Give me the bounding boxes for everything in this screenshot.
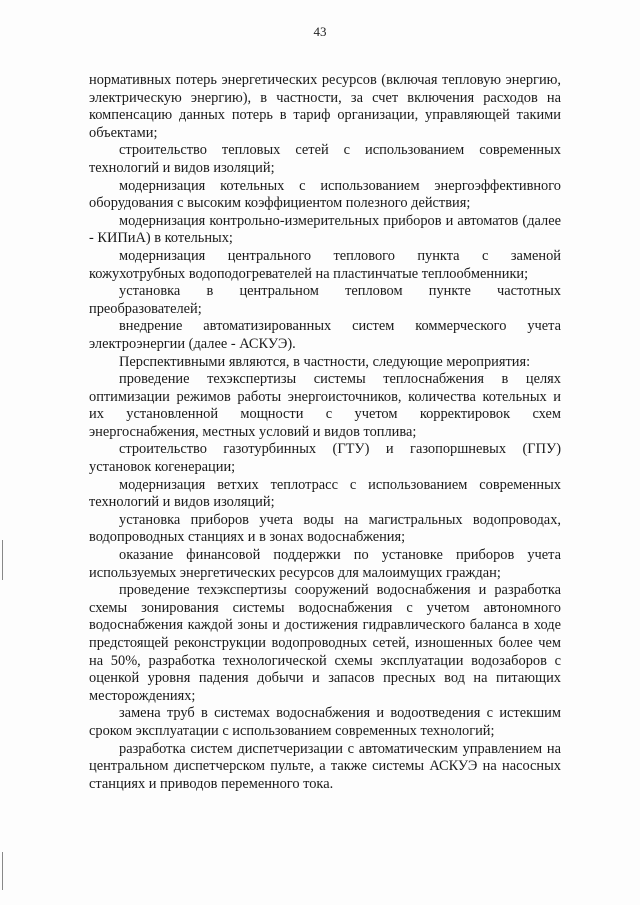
paragraph: разработка систем диспетчеризации с автоматическим управлением на центральном диспетчерском пульте, а также системы АСКУЭ на насосных станциях и приводов переменного тока. bbox=[89, 740, 561, 792]
paragraph: замена труб в системах водоснабжения и водоотведения с истекшим сроком эксплуатации с использованием современных технологий; bbox=[89, 705, 561, 739]
body-text bbox=[89, 72, 561, 793]
paragraph: нормативных потерь энергетических ресурсов (включая тепловую энергию, электрическую энергию), в частности, за счет включения расходов на компенсацию данных потерь в тариф организации, управляющей такими объектами; bbox=[89, 72, 561, 141]
page-number: 43 bbox=[313, 24, 327, 39]
paragraph: проведение техэкспертизы системы теплоснабжения в целях оптимизации режимов работы энергоисточников, количества котельных и их установленной мощности с учетом корректировок схем энергоснабжения, местных условий и видов топлива; bbox=[89, 371, 561, 440]
paragraph: модернизация центрального теплового пункта с заменой кожухотрубных водоподогревателей на пластинчатые теплообменники; bbox=[89, 247, 561, 282]
paragraph: модернизация контрольно-измерительных приборов и автоматов (далее - КИПиА) в котельных; bbox=[89, 212, 561, 247]
scan-mark bbox=[2, 852, 3, 890]
paragraph: строительство тепловых сетей с использованием современных технологий и видов изоляций; bbox=[89, 142, 561, 176]
paragraph: модернизация ветхих теплотрасс с использованием современных технологий и видов изоляций; bbox=[89, 476, 561, 511]
paragraph: оказание финансовой поддержки по установке приборов учета используемых энергетических ресурсов для малоимущих граждан; bbox=[89, 547, 561, 581]
paragraph: установка приборов учета воды на магистральных водопроводах, водопроводных станциях и в зонах водоснабжения; bbox=[89, 511, 561, 546]
paragraph: строительство газотурбинных (ГТУ) и газопоршневых (ГПУ) установок когенерации; bbox=[89, 441, 561, 476]
paragraph: установка в центральном тепловом пункте частотных преобразователей; bbox=[89, 283, 561, 317]
paragraph: внедрение автоматизированных систем коммерческого учета электроэнергии (далее - АСКУЭ). bbox=[89, 318, 561, 352]
paragraph: проведение техэкспертизы сооружений водоснабжения и разработка схемы зонирования системы водоснабжения с учетом автономного водоснабжения каждой зоны и достижения гидравлического баланса в ходе предстоящей реконструкции водопроводных сетей, изношенных более чем на 50%, разработка технологической схемы эксплуатации водозаборов с оценкой уровня падения добычи и запасов пресных вод на питающих месторождениях; bbox=[89, 582, 561, 704]
paragraph: Перспективными являются, в частности, следующие мероприятия: bbox=[119, 353, 531, 370]
paragraph: модернизация котельных с использованием энергоэффективного оборудования с высоким коэффициентом полезного действия; bbox=[89, 177, 561, 212]
scan-mark bbox=[2, 540, 3, 580]
